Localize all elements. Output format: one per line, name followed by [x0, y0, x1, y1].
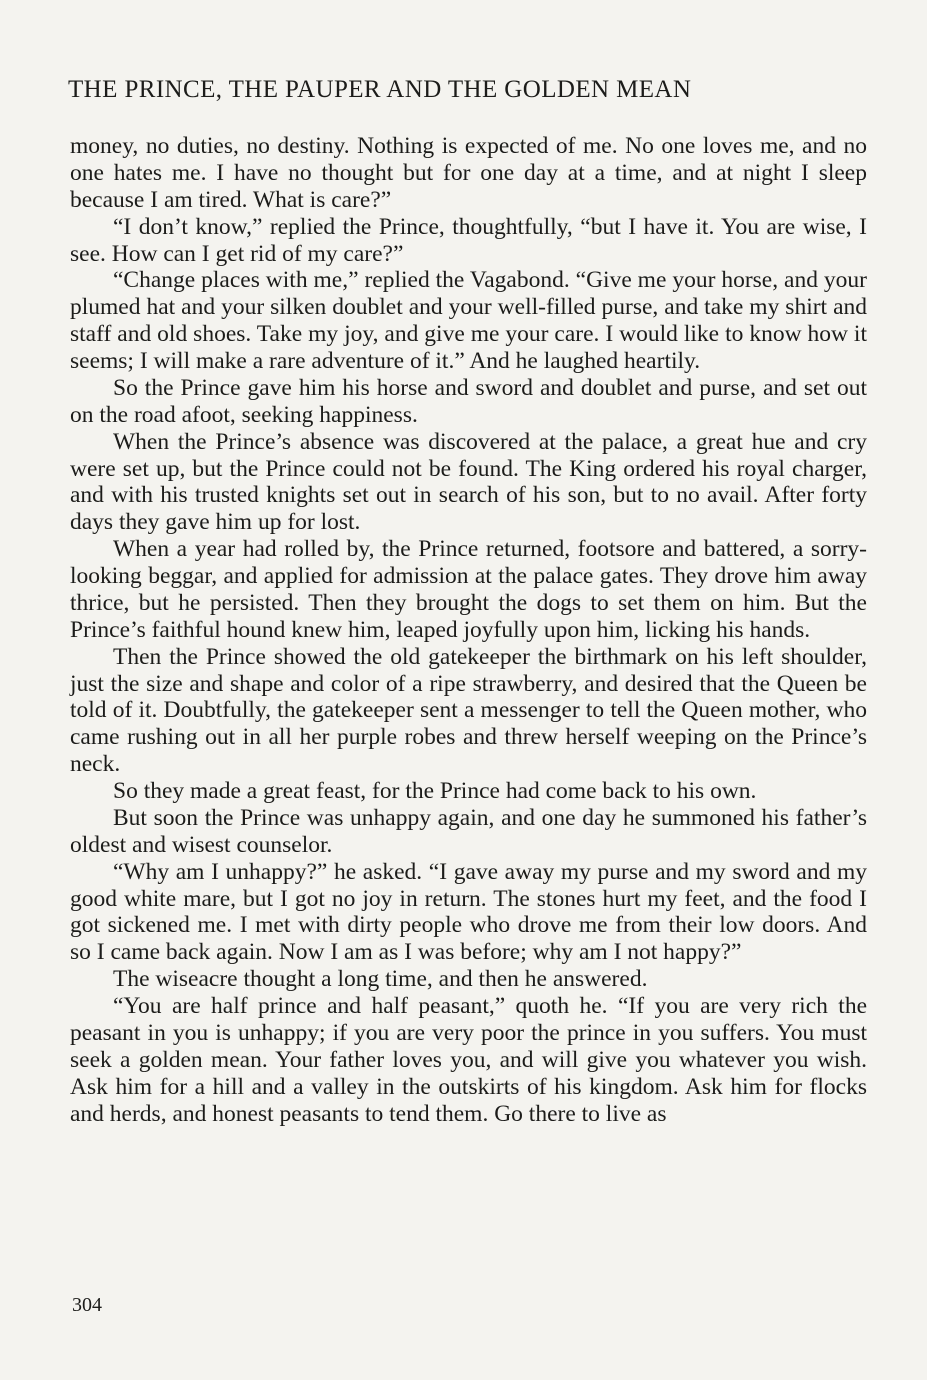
paragraph: “Why am I unhappy?” he asked. “I gave away my purse and my sword and my good white mare, but I got no joy in return. The stones hurt my feet, and the food I got sickened me. I met with dirty people who drove me from their low doors. And so I came back again. Now I am as I was before; why am I not happy?” [70, 858, 867, 966]
paragraph: “Change places with me,” replied the Vagabond. “Give me your horse, and your plumed hat and your silken doublet and your well-filled purse, and take my shirt and staff and old shoes. Take my joy, and give me your care. I would like to know how it seems; I will make a rare adventure of it.” And he laughed heartily. [70, 267, 867, 374]
paragraph: money, no duties, no destiny. Nothing is expected of me. No one loves me, and no one hates me. I have no thought but for one day at a time, and at night I sleep because I am tired. What is care?” [70, 133, 867, 213]
paragraph: “I don’t know,” replied the Prince, thoughtfully, “but I have it. You are wise, I see. How can I get rid of my care?” [70, 213, 867, 267]
paragraph: When a year had rolled by, the Prince returned, footsore and battered, a sorry-looking beggar, and applied for admission at the palace gates. They drove him away thrice, but he persisted. Then they brought the dogs to set them on him. But the Prince’s faithful hound knew him, leaped joyfully upon him, licking his hands. [70, 536, 867, 643]
paragraph: The wiseacre thought a long time, and then he answered. [113, 966, 648, 993]
paragraph: So they made a great feast, for the Prince had come back to his own. [113, 778, 757, 804]
page-number: 304 [72, 1294, 102, 1316]
paragraph: When the Prince’s absence was discovered at the palace, a great hue and cry were set up, but the Prince could not be found. The King ordered his royal charger, and with his trusted knights set out in search of his son, but to no avail. After forty days they gave him up for lost. [70, 428, 867, 536]
paragraph: “You are half prince and half peasant,” quoth he. “If you are very rich the peasant in you is unhappy; if you are very poor the prince in you suffers. You must seek a golden mean. Your father loves you, and will give you whatever you wish. Ask him for a hill and a valley in the outskirts of his kingdom. Ask him for flocks and herds, and honest peasants to tend them. Go there to live as [70, 993, 867, 1127]
running-head: THE PRINCE, THE PAUPER AND THE GOLDEN MEAN [68, 76, 692, 103]
paragraph: But soon the Prince was unhappy again, and one day he summoned his father’s oldest and wisest counselor. [70, 804, 867, 858]
body-text [70, 133, 867, 1127]
paragraph: Then the Prince showed the old gatekeeper the birthmark on his left shoulder, just the size and shape and color of a ripe strawberry, and desired that the Queen be told of it. Doubtfully, the gatekeeper sent a messenger to tell the Queen mother, who came rushing out in all her purple robes and threw herself weeping on the Prince’s neck. [70, 643, 867, 778]
paragraph: So the Prince gave him his horse and sword and doublet and purse, and set out on the road afoot, seeking happiness. [70, 374, 867, 428]
